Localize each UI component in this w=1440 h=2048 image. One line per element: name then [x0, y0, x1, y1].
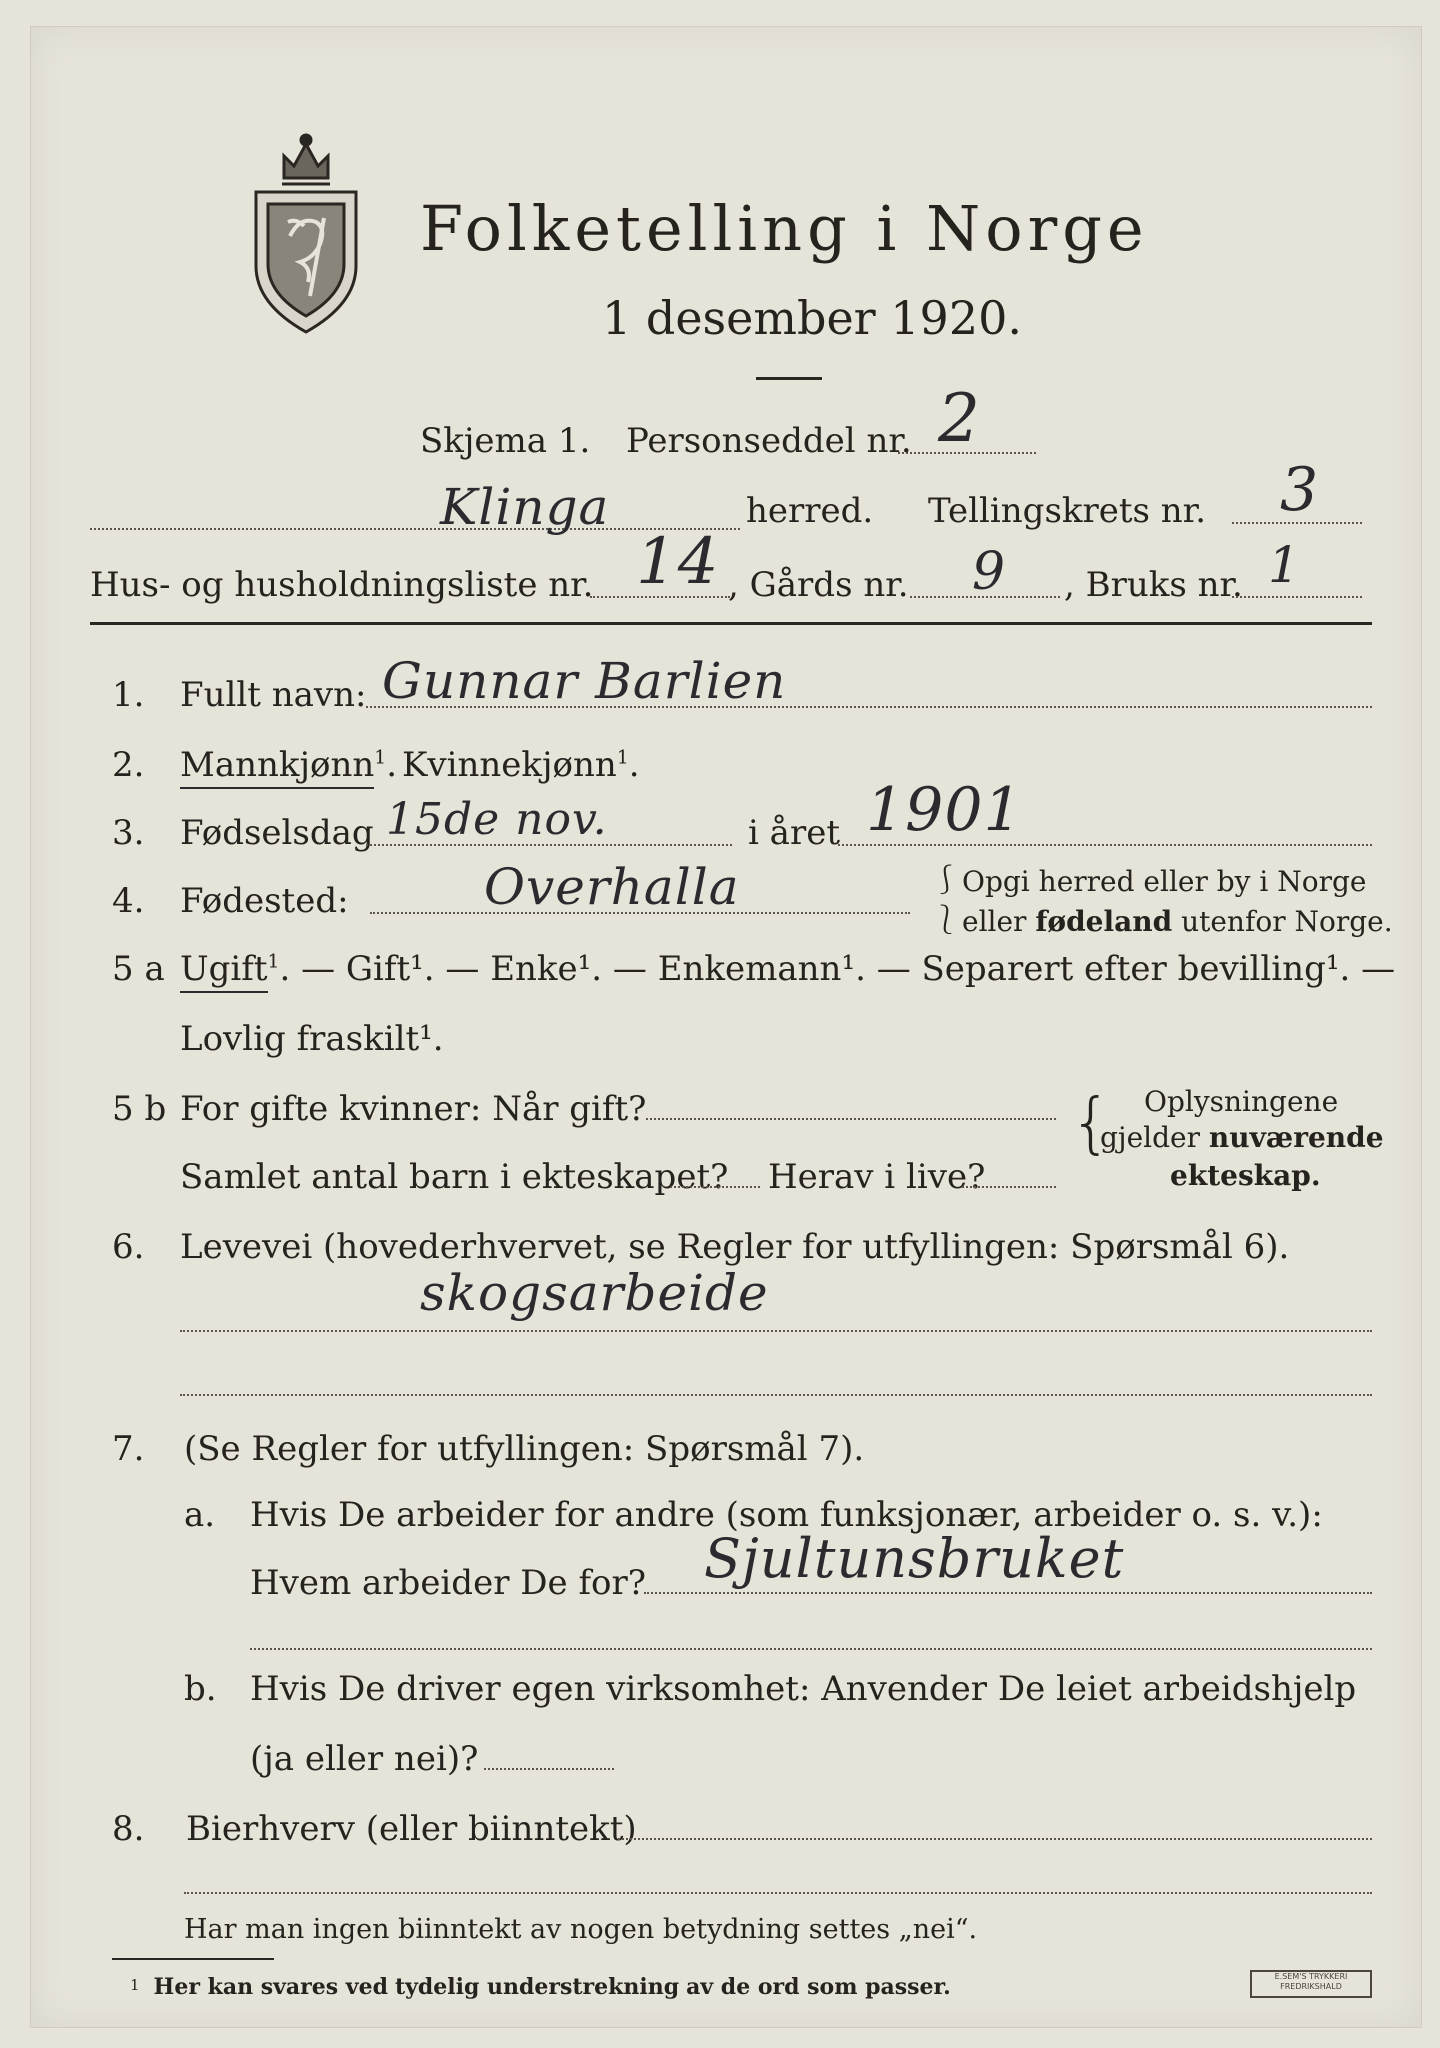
- q4-brace-lower: ⎱: [932, 903, 961, 936]
- q6-label: Levevei (hovederhvervet, se Regler for utfyllingen: Spørsmål 6).: [180, 1227, 1290, 1267]
- q1-label: Fullt navn:: [180, 675, 367, 715]
- footnote-mark: 1: [130, 1976, 140, 1994]
- q4-note-eller: eller: [962, 905, 1027, 938]
- occupation-field-1[interactable]: [180, 1330, 1372, 1332]
- personseddel-value: 2: [938, 380, 981, 457]
- occupation-field-2[interactable]: [180, 1394, 1372, 1396]
- q5b-note-nuvaerende: nuværende: [1208, 1121, 1384, 1154]
- q3-number: 3.: [112, 813, 145, 853]
- q5b-brace: {: [1070, 1084, 1112, 1161]
- q5b-label: For gifte kvinner: Når gift?: [180, 1089, 647, 1129]
- personseddel-label: Personseddel nr.: [626, 421, 912, 461]
- q5b-children-label: Samlet antal barn i ekteskapet?: [180, 1157, 729, 1197]
- q5a-other-options: — Gift¹. — Enke¹. — Enkemann¹. — Separert efter bevilling¹. —: [301, 949, 1396, 989]
- q2-male-label: Mannkjønn: [180, 745, 374, 789]
- hus-value: 14: [636, 525, 720, 599]
- q8-number: 8.: [112, 1809, 145, 1849]
- q1-number: 1.: [112, 675, 145, 715]
- children-alive-field[interactable]: [962, 1186, 1056, 1188]
- no-income-note: Har man ingen biinntekt av nogen betydning settes „nei“.: [184, 1914, 978, 1945]
- q5b-note-line1: Oplysningene: [1144, 1085, 1339, 1118]
- q4-brace: ⎰: [932, 863, 961, 896]
- q6-number: 6.: [112, 1227, 145, 1267]
- married-when-field[interactable]: [646, 1118, 1056, 1120]
- form-title: Folketelling i Norge: [420, 192, 1149, 265]
- side-income-field-2[interactable]: [184, 1892, 1372, 1894]
- tellingskrets-value: 3: [1280, 455, 1320, 525]
- header-divider: [756, 377, 822, 380]
- section-divider: [90, 622, 1372, 625]
- q5b-note-line3: ekteskap.: [1170, 1159, 1321, 1192]
- q5a-number: 5 a: [112, 949, 165, 989]
- herred-value: Klinga: [440, 478, 610, 536]
- footnote-divider: [112, 1958, 274, 1960]
- gards-label: , Gårds nr.: [728, 565, 909, 605]
- q2-female-option[interactable]: Kvinnekjønn$^1$.: [402, 745, 640, 785]
- footnote-line: [130, 1976, 951, 1999]
- footnote-text-a: Her kan svares ved: [153, 1974, 388, 2000]
- q4-note-fodeland: fødeland: [1035, 905, 1173, 938]
- q3-label: Fødselsdag: [180, 813, 374, 853]
- occupation-value: skogsarbeide: [420, 1264, 769, 1322]
- q4-note-utenfor: utenfor Norge.: [1181, 905, 1393, 938]
- bruks-label: , Bruks nr.: [1064, 565, 1243, 605]
- q4-note-line1: Opgi herred eller by i Norge: [962, 865, 1367, 898]
- q5a-line2[interactable]: Lovlig fraskilt¹.: [180, 1019, 444, 1059]
- tellingskrets-label: Tellingskrets nr.: [928, 491, 1207, 531]
- q2-female-label: Kvinnekjønn: [402, 745, 617, 785]
- children-count-field[interactable]: [670, 1186, 760, 1188]
- q4-number: 4.: [112, 881, 145, 921]
- schema-label: Skjema 1.: [420, 421, 591, 461]
- q4-note-line2: [962, 905, 1393, 938]
- q7-label: (Se Regler for utfyllingen: Spørsmål 7).: [184, 1429, 865, 1469]
- full-name-value: Gunnar Barlien: [382, 652, 787, 710]
- hus-label: Hus- og husholdningsliste nr.: [90, 565, 594, 605]
- employer-field-2[interactable]: [250, 1648, 1372, 1650]
- q5a-ugift-label: Ugift: [180, 949, 268, 993]
- printer-stamp: E.SEM'S TRYKKERI FREDRIKSHALD: [1250, 1970, 1372, 1998]
- q2-male-option[interactable]: Mannkjønn$^1$.: [180, 748, 397, 782]
- q7b-label: Hvis De driver egen virksomhet: Anvender De leiet arbeidshjelp: [250, 1669, 1357, 1709]
- q7b-yes-no-label: (ja eller nei)?: [250, 1739, 479, 1779]
- footnote-text-b: tydelig understrekning: [394, 1974, 680, 2000]
- gards-value: 9: [972, 542, 1007, 602]
- q7b-letter: b.: [184, 1669, 217, 1709]
- birth-date-value: 15de nov.: [386, 794, 608, 845]
- employer-value: Sjultunsbruket: [704, 1527, 1125, 1590]
- q4-label: Fødested:: [180, 881, 349, 921]
- q5b-number: 5 b: [112, 1089, 167, 1129]
- q7-number: 7.: [112, 1429, 145, 1469]
- norwegian-coat-of-arms-icon: [246, 126, 366, 336]
- bruks-value: 1: [1268, 536, 1301, 594]
- census-date: 1 desember 1920.: [602, 291, 1022, 345]
- q5a-options[interactable]: Ugift$^1$. — Gift¹. — Enke¹. — Enkemann¹. — Separert efter bevilling¹. —: [180, 952, 1395, 986]
- side-income-field[interactable]: [618, 1838, 1372, 1840]
- q7a-employer-label: Hvem arbeider De for?: [250, 1563, 646, 1603]
- q3-year-label: i året: [748, 813, 840, 853]
- q5b-note-line2: [1100, 1121, 1384, 1154]
- q5b-note-gjelder: gjelder: [1100, 1121, 1201, 1154]
- birthplace-value: Overhalla: [484, 858, 740, 916]
- birth-year-value: 1901: [866, 775, 1023, 845]
- hired-help-field[interactable]: [484, 1768, 614, 1770]
- employer-field[interactable]: [644, 1592, 1372, 1594]
- q7a-letter: a.: [184, 1495, 216, 1535]
- footnote-text-c: av de ord som passer.: [686, 1974, 951, 2000]
- q2-number: 2.: [112, 745, 145, 785]
- herred-label: herred.: [746, 491, 874, 531]
- bruks-field[interactable]: [1232, 596, 1362, 598]
- q7a-label: Hvis De arbeider for andre (som funksjonær, arbeider o. s. v.):: [250, 1495, 1323, 1535]
- q8-label: Bierhverv (eller biinntekt): [186, 1809, 637, 1849]
- q5b-alive-label: Herav i live?: [768, 1157, 986, 1197]
